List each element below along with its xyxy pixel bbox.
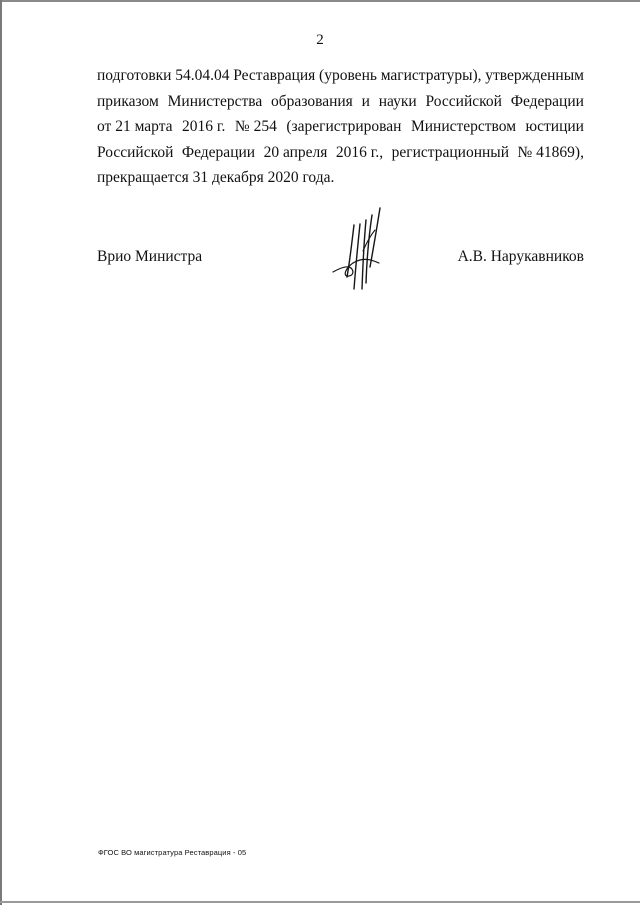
body-line-5: прекращается 31 декабря 2020 года. — [97, 169, 335, 186]
word: (уровень — [319, 67, 377, 84]
word: 2016 г., — [335, 143, 384, 161]
word: Федерации — [510, 92, 584, 110]
word: от 21 марта — [97, 118, 173, 135]
scan-border-bottom — [0, 901, 640, 903]
word: приказом — [97, 92, 159, 110]
body-line-4 — [97, 140, 584, 166]
word: образования — [271, 92, 353, 110]
word: регистрационный — [391, 143, 510, 161]
word: Министерства — [167, 92, 263, 110]
word: (зарегистрирован — [286, 118, 402, 135]
word: утвержденным — [485, 67, 584, 84]
word: Федерации — [181, 143, 256, 161]
body-line-1 — [97, 63, 584, 89]
signatory-name: А.В. Нарукавников — [457, 248, 584, 265]
handwritten-signature — [330, 205, 392, 295]
word: 2016 г. — [182, 118, 226, 135]
word: Министерством — [410, 118, 517, 135]
word: юстиции — [525, 118, 584, 135]
word: науки — [378, 92, 417, 110]
word: 20 апреля — [263, 143, 328, 161]
footer-note: ФГОС ВО магистратура Реставрация - 05 — [98, 848, 247, 857]
word: № 41869), — [517, 143, 584, 161]
body-line-2 — [97, 89, 584, 115]
scan-border-top — [0, 0, 640, 2]
page-number: 2 — [316, 32, 324, 48]
word: № 254 — [234, 118, 277, 135]
word: Российской — [97, 143, 174, 161]
word: 54.04.04 — [175, 67, 230, 84]
signatory-title: Врио Министра — [97, 248, 203, 265]
word: и — [361, 92, 370, 110]
word: подготовки — [97, 67, 172, 84]
document-body — [97, 63, 584, 191]
word: Российской — [425, 92, 502, 110]
word: магистратуры), — [380, 67, 482, 84]
scan-border-left — [0, 0, 2, 905]
word: Реставрация — [233, 67, 316, 84]
body-line-3 — [97, 114, 584, 140]
